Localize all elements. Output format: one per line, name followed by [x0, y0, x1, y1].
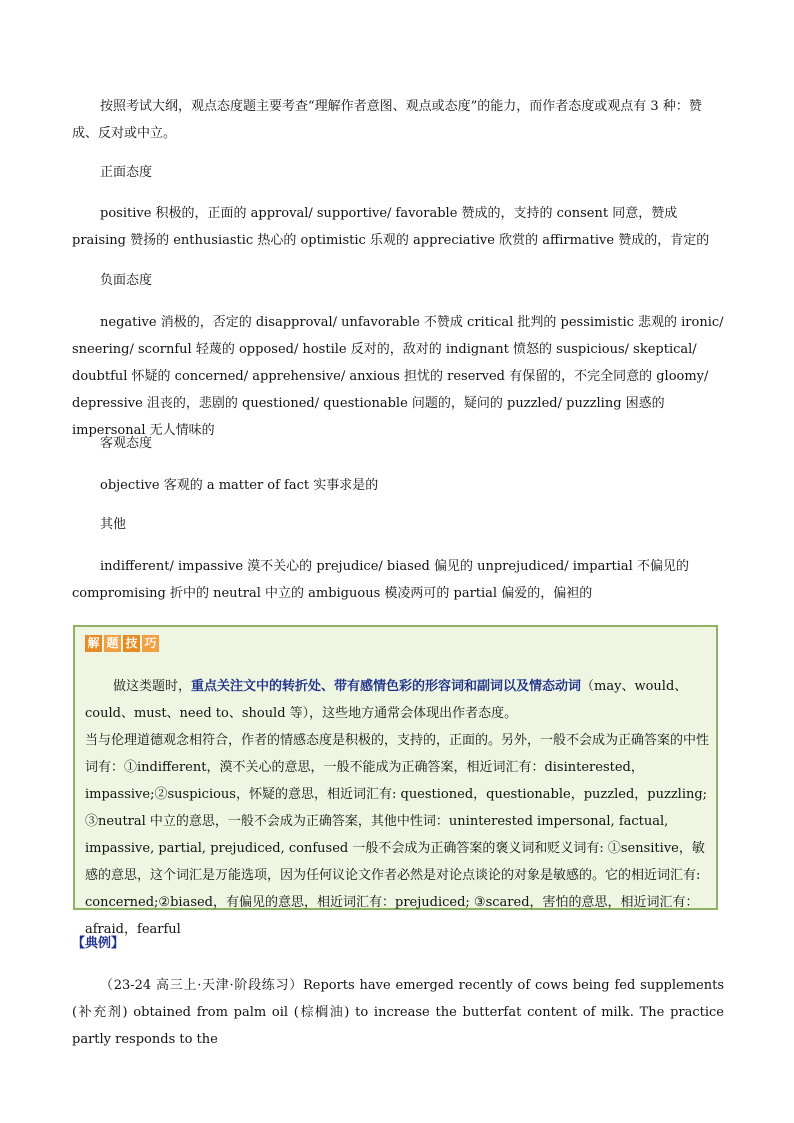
objective-terms: objective 客观的 a matter of fact 实事求是的	[100, 478, 379, 493]
positive-terms: positive 积极的，正面的 approval/ supportive/ favorable 赞成的，支持的 consent 同意，赞成 praising 赞扬的 enthusiastic 热心的 optimistic 乐观的 appreciative 欣赏的 affirmative 赞成的，肯定的	[72, 206, 710, 248]
tips-text	[85, 673, 713, 943]
negative-terms: negative 消极的，否定的 disapproval/ unfavorable 不赞成 critical 批判的 pessimistic 悲观的 ironic/ sneering/ scornful 轻蔑的 opposed/ hostile 反对的，敌对的 indignant 愤怒的 suspicious/ skeptical/ doubtful 怀疑的 concerned/ apprehensive/ anxious 担忧的 reserved 有保留的，不完全同意的 gloomy/ depressive 沮丧的，悲剧的 questioned/ questionable 问题的，疑问的 puzzled/ puzzling 困惑的 impersonal 无人情味的	[72, 315, 724, 438]
tips-lead: 做这类题时，	[113, 679, 192, 694]
tips-title-char: 技	[123, 635, 140, 652]
tips-title-char: 解	[85, 635, 102, 652]
tips-title-char: 巧	[142, 635, 159, 652]
tips-title-char: 题	[104, 635, 121, 652]
example-text: （23-24 高三上·天津·阶段练习）Reports have emerged recently of cows being fed supplements (补充剂) obtained from palm oil (棕榈油) to increase the butterfat content of milk. The practice partly responds to the	[72, 978, 724, 1047]
tips-box	[73, 625, 718, 937]
intro-paragraph: 按照考试大纲，观点态度题主要考查“理解作者意图、观点或态度”的能力，而作者态度或观点有 3 种：赞成、反对或中立。	[72, 99, 702, 141]
other-terms: indifferent/ impassive 漠不关心的 prejudice/ biased 偏见的 unprejudiced/ impartial 不偏见的 compromising 折中的 neutral 中立的 ambiguous 模凌两可的 partial 偏爱的，偏袒的	[72, 559, 689, 601]
heading-negative: 负面态度	[100, 273, 153, 288]
tips-title	[85, 635, 159, 652]
tips-after-emphasis: （may、would、could、must、need to、should 等），这些地方通常会体现出作者态度。	[85, 679, 688, 721]
heading-positive: 正面态度	[100, 165, 153, 180]
tips-emphasis: 重点关注文中的转折处、带有感情色彩的形容词和副词以及情态动词	[191, 679, 582, 694]
example-label: 【典例】	[72, 936, 125, 951]
tips-body: 当与伦理道德观念相符合，作者的情感态度是积极的，支持的，正面的。另外，一般不会成为正确答案的中性词有：①indifferent，漠不关心的意思，一般不能成为正确答案，相近词汇有：disinterested，impassive;②suspicious，怀疑的意思，相近词汇有: questioned，questionable，puzzled，puzzling; ③neutral 中立的意思，一般不会成为正确答案，其他中性词：uninterested impersonal, factual, impassive, partial, prejudiced, confused 一般不会成为正确答案的褒义词和贬义词有: ①sensitive，敏感的意思，这个词汇是万能选项，因为任何议论文作者必然是对论点谈论的对象是敏感的。它的相近词汇有: concerned;②biased，有偏见的意思，相近词汇有：prejudiced; ③scared，害怕的意思，相近词汇有：afraid，fearful	[85, 733, 710, 937]
heading-objective: 客观态度	[100, 436, 153, 451]
heading-other: 其他	[100, 517, 127, 532]
